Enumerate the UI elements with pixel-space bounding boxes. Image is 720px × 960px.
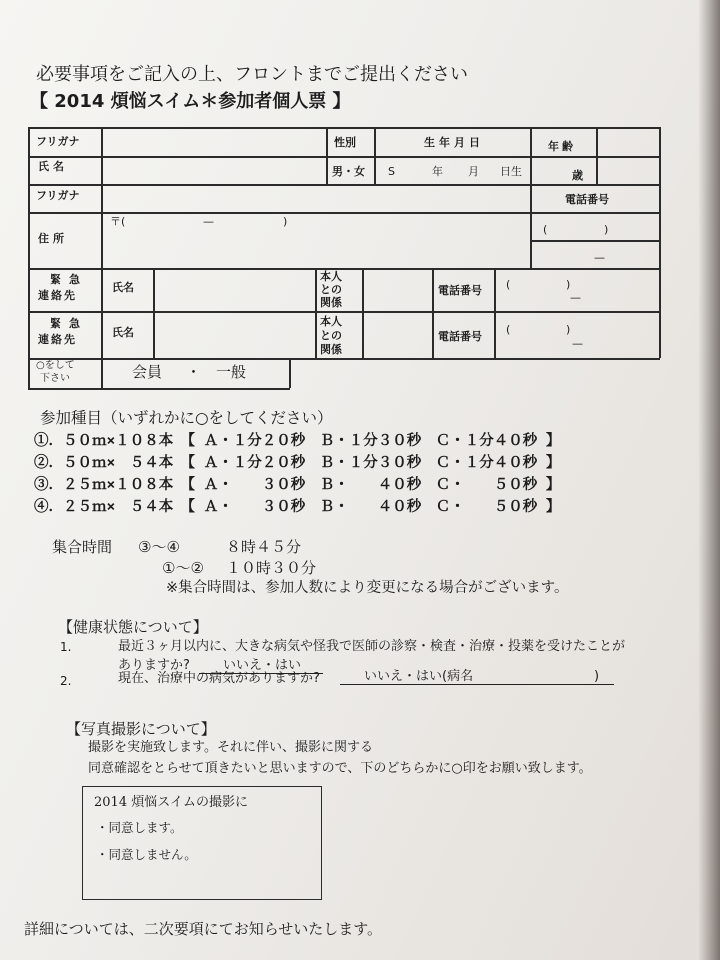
event-option-4[interactable]: ④．２５ｍ× ５４本 【 Ａ・ ３０秒 Ｂ・ ４０秒 Ｃ・ ５０秒 】 (34, 499, 561, 515)
name-field[interactable] (103, 158, 325, 183)
gathering-label: 集合時間 (52, 538, 113, 556)
emergency-label-2b: 連絡先 (38, 333, 77, 346)
photo-heading: 【写真撮影について】 (66, 720, 216, 738)
photo-line-2: 同意確認をとらせて頂きたいと思いますので、下のどちらかに○印をお願い致します。 (88, 761, 592, 776)
postal-dash: — (203, 215, 214, 228)
emergency-name-field-1[interactable] (155, 270, 314, 310)
relation-label-2a: 本人 (320, 315, 342, 328)
furigana-field[interactable] (103, 129, 325, 155)
phone-label: 電話番号 (565, 193, 609, 206)
relation-label-1a: 本人 (320, 270, 342, 283)
health-q1-text: 最近３ヶ月以内に、大きな病気や怪我で医師の診察・検査・治療・投薬を受けたことが (118, 639, 626, 654)
gender-options[interactable]: 男・女 (332, 165, 365, 178)
address-label: 住所 (38, 232, 68, 245)
em1-phone-dash: — (570, 291, 581, 304)
health-q2-close: ) (594, 669, 600, 684)
emergency-label-1b: 連絡先 (38, 289, 77, 302)
address-field[interactable] (103, 214, 529, 267)
circle-instruction-1: ○をして (36, 360, 75, 371)
health-q2-text: 現在、治療中の病気がありますか? (118, 671, 320, 686)
phone-close: ) (604, 223, 609, 236)
circle-instruction-2: 下さい (40, 373, 70, 384)
health-q2-answer[interactable]: いいえ・はい(病名 (340, 670, 614, 685)
photo-disagree-option[interactable]: ・同意しません。 (96, 847, 197, 862)
page-edge-shadow (698, 0, 720, 960)
relation-label-2c: 関係 (320, 343, 342, 356)
health-q1-number: 1. (60, 640, 72, 654)
relation-label-1c: 関係 (320, 296, 342, 309)
emergency-name-label-2: 氏名 (112, 326, 134, 339)
postal-mark: 〒( (110, 215, 126, 228)
photo-agree-option[interactable]: ・同意します。 (96, 820, 183, 835)
em1-phone-close: ) (566, 278, 571, 291)
phone-open: ( (543, 223, 548, 236)
gathering-range-1: ③～④ (138, 538, 180, 556)
gathering-time-1: ８時４５分 (226, 538, 302, 556)
phone-dash: — (594, 251, 605, 264)
photo-line-1: 撮影を実施致します。それに伴い、撮影に関する (88, 740, 373, 755)
furigana2-label: フリガナ (36, 189, 80, 202)
gender-label: 性別 (334, 136, 356, 149)
birth-month-unit: 月 (468, 165, 479, 178)
footer-note: 詳細については、二次要項にてお知らせいたします。 (24, 920, 383, 938)
em2-phone-open: ( (506, 323, 511, 336)
health-q1-text-2: ありますか? (118, 658, 190, 673)
age-label: 年齢 (548, 140, 576, 153)
event-option-3[interactable]: ③．２５ｍ×１０８本 【 Ａ・ ３０秒 Ｂ・ ４０秒 Ｃ・ ５０秒 】 (34, 477, 561, 493)
membership-member[interactable]: 会員 (132, 363, 163, 381)
em2-phone-dash: — (572, 337, 583, 350)
event-option-2[interactable]: ②．５０ｍ× ５４本 【 Ａ・１分２０秒 Ｂ・１分３０秒 Ｃ・１分４０秒 】 (34, 455, 561, 471)
em2-phone-close: ) (566, 323, 571, 336)
health-heading: 【健康状態について】 (58, 618, 208, 636)
relation-label-1b: との (320, 283, 342, 296)
instruction-text: 必要事項をご記入の上、フロントまでご提出ください (36, 64, 468, 85)
birth-era: S (388, 165, 395, 178)
emergency-phone-label-1: 電話番号 (438, 284, 482, 297)
emergency-phone-label-2: 電話番号 (438, 330, 482, 343)
gathering-time-2: １０時３０分 (226, 559, 317, 577)
emergency-name-label-1: 氏名 (112, 281, 134, 294)
birthdate-label: 生年月日 (424, 136, 484, 149)
relation-label-2b: との (320, 329, 342, 342)
event-option-1[interactable]: ①．５０ｍ×１０８本 【 Ａ・１分２０秒 Ｂ・１分３０秒 Ｃ・１分４０秒 】 (34, 433, 561, 449)
emergency-label-2: 緊急 (50, 317, 88, 330)
gathering-range-2: ①～② (162, 559, 204, 577)
emergency-name-field-2[interactable] (155, 313, 314, 357)
membership-dot: ・ (186, 363, 202, 381)
age-unit: 歳 (572, 169, 583, 182)
furigana-label: フリガナ (36, 135, 80, 148)
health-q2-number: 2. (60, 674, 72, 688)
photo-box-title: 2014 煩悩スイムの撮影に (94, 795, 248, 810)
form-title: 【 2014 煩悩スイム＊参加者個人票 】 (30, 91, 351, 112)
postal-close: ) (283, 215, 288, 228)
birth-year-unit: 年 (432, 165, 443, 178)
gathering-note: ※集合時間は、参加人数により変更になる場合がございます。 (166, 580, 569, 596)
membership-general[interactable]: 一般 (216, 363, 247, 381)
em1-phone-open: ( (506, 278, 511, 291)
name-label: 氏名 (38, 160, 68, 173)
events-heading: 参加種目（いずれかに○をしてください） (40, 409, 333, 427)
health-q1-answer[interactable]: いいえ・はい (199, 659, 323, 674)
emergency-label-1: 緊急 (50, 273, 88, 286)
birth-day-unit: 日生 (500, 165, 522, 178)
